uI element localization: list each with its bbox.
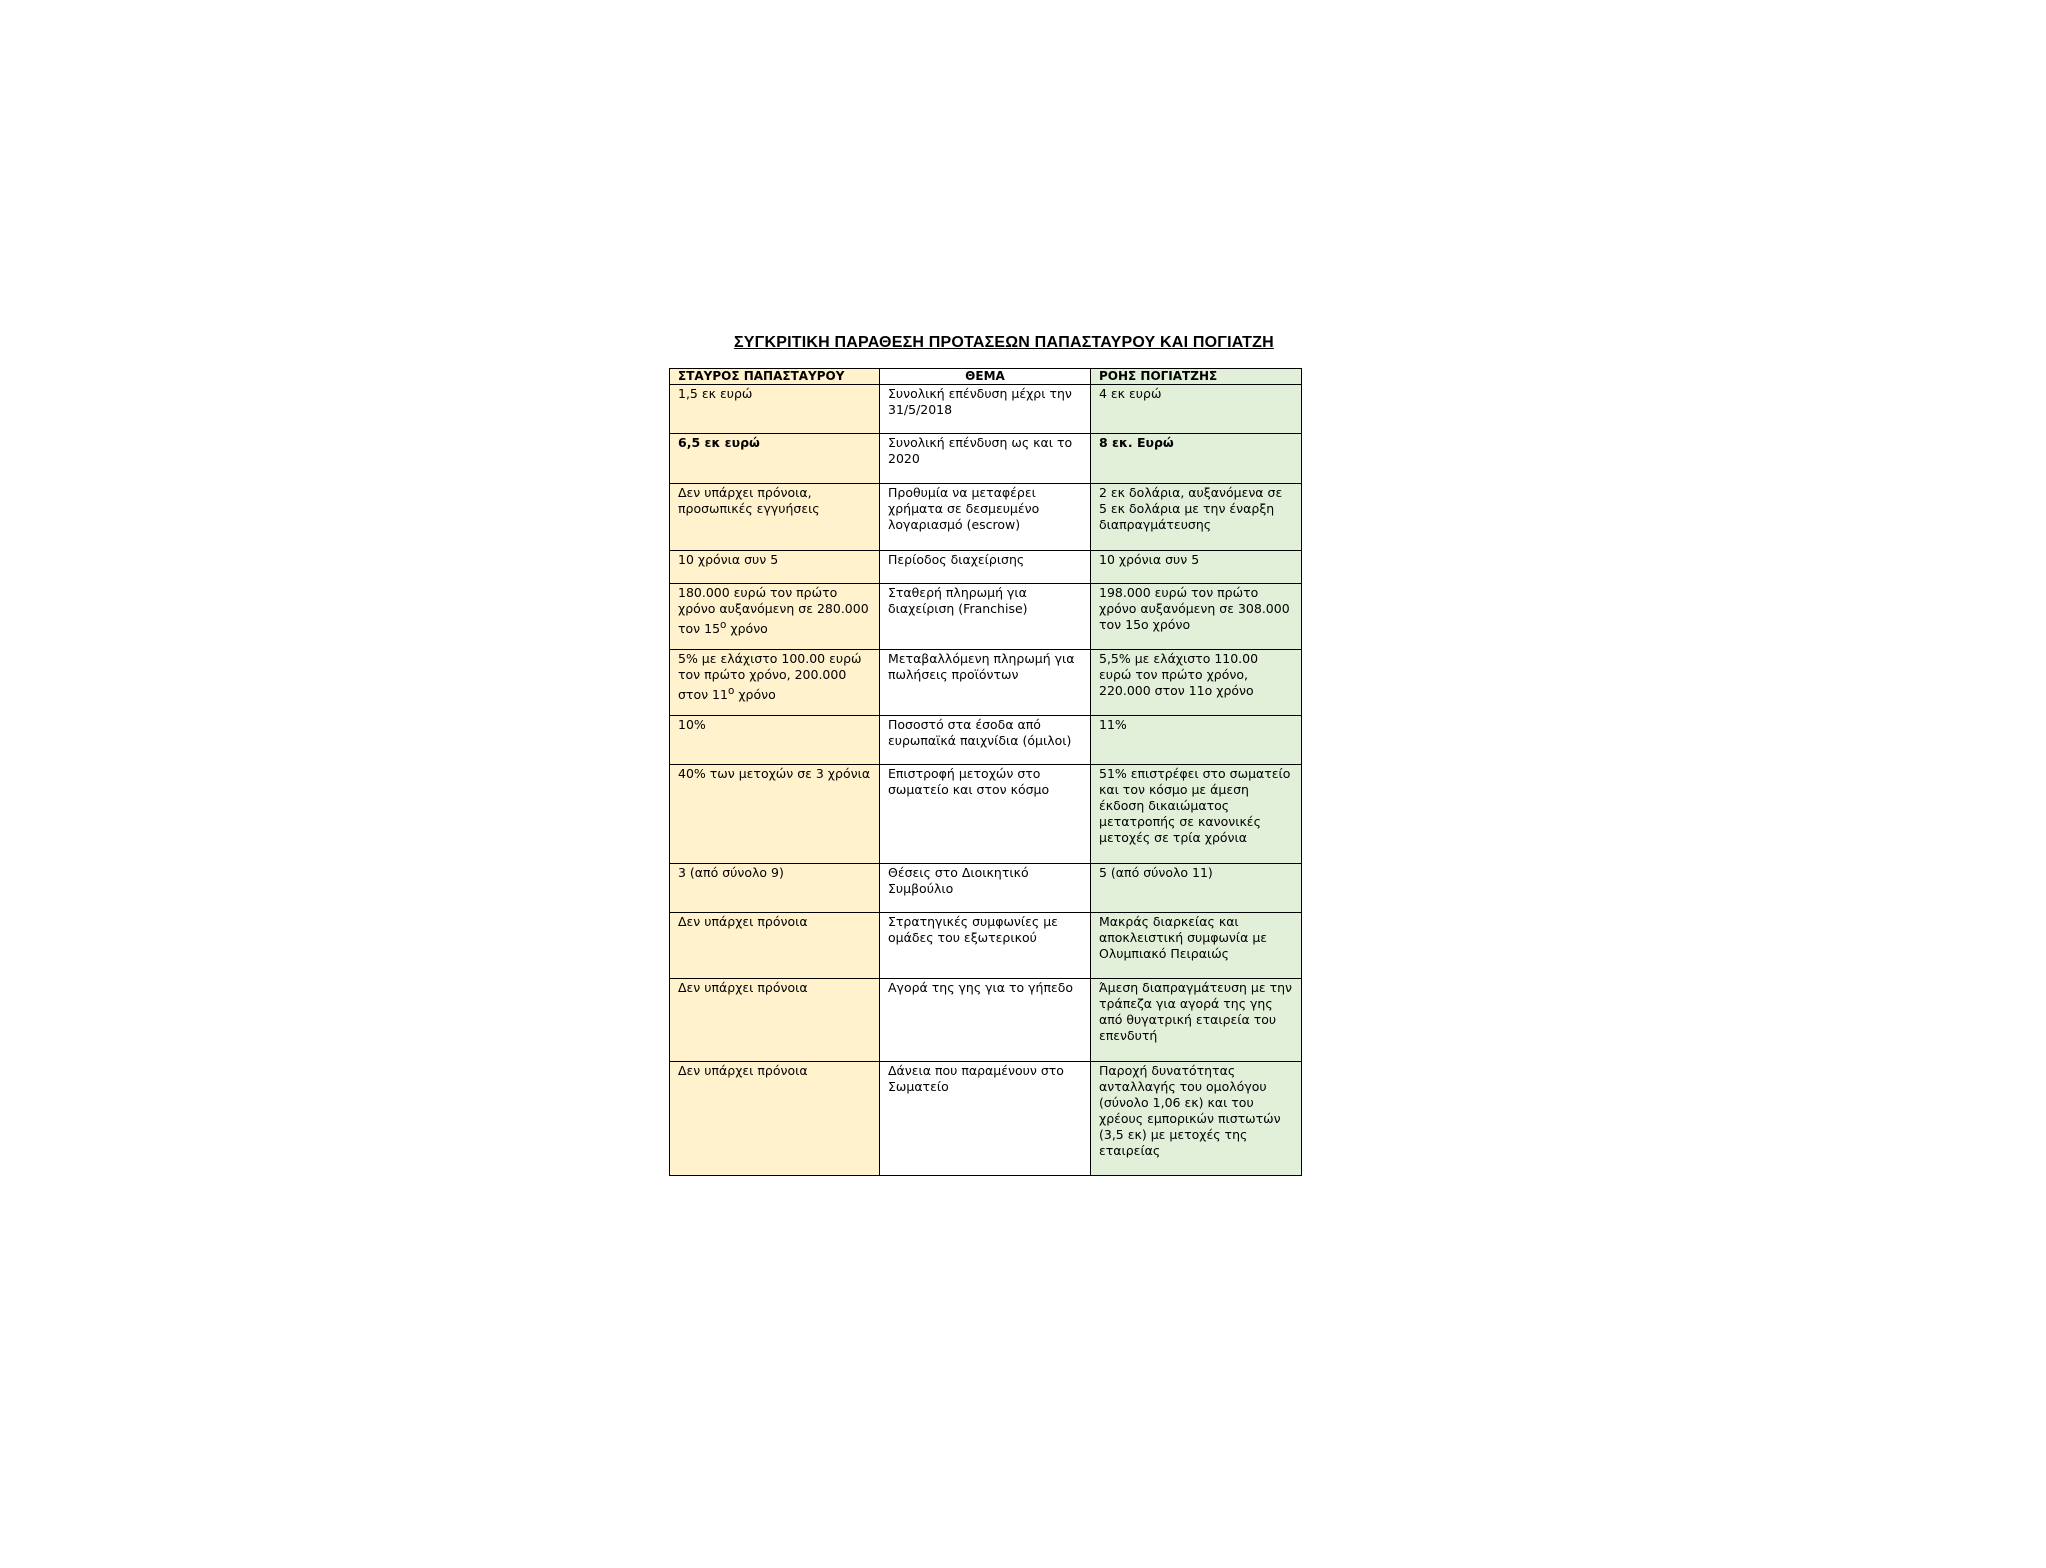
header-pogiatzis: ΡΟΗΣ ΠΟΓΙΑΤΖΗΣ: [1091, 369, 1302, 385]
cell-papastavrou: Δεν υπάρχει πρόνοια: [670, 979, 880, 1062]
cell-papastavrou: Δεν υπάρχει πρόνοια, προσωπικές εγγυήσεις: [670, 484, 880, 551]
cell-topic: Ποσοστό στα έσοδα από ευρωπαϊκά παιχνίδια (όμιλοι): [880, 716, 1091, 765]
cell-papastavrou: 1,5 εκ ευρώ: [670, 385, 880, 434]
cell-topic: Συνολική επένδυση ως και το 2020: [880, 434, 1091, 484]
table-row: [670, 765, 1302, 864]
cell-topic: Στρατηγικές συμφωνίες με ομάδες του εξωτερικού: [880, 913, 1091, 979]
cell-pogiatzis: 4 εκ ευρώ: [1091, 385, 1302, 434]
table-row: [670, 434, 1302, 484]
table-row: [670, 864, 1302, 913]
table-row: [670, 385, 1302, 434]
table-row: [670, 584, 1302, 650]
cell-topic: Μεταβαλλόμενη πληρωμή για πωλήσεις προϊόντων: [880, 650, 1091, 716]
cell-pogiatzis: Άμεση διαπραγμάτευση με την τράπεζα για αγορά της γης από θυγατρική εταιρεία του επενδυτή: [1091, 979, 1302, 1062]
table-row: [670, 979, 1302, 1062]
cell-topic: Αγορά της γης για το γήπεδο: [880, 979, 1091, 1062]
cell-topic: Σταθερή πληρωμή για διαχείριση (Franchise): [880, 584, 1091, 650]
cell-papastavrou: 6,5 εκ ευρώ: [670, 434, 880, 484]
header-topic: ΘΕΜΑ: [880, 369, 1091, 385]
cell-topic: Συνολική επένδυση μέχρι την 31/5/2018: [880, 385, 1091, 434]
table-row: [670, 716, 1302, 765]
cell-pogiatzis: 2 εκ δολάρια, αυξανόμενα σε 5 εκ δολάρια με την έναρξη διαπραγμάτευσης: [1091, 484, 1302, 551]
cell-papastavrou: Δεν υπάρχει πρόνοια: [670, 1062, 880, 1176]
cell-pogiatzis: Παροχή δυνατότητας ανταλλαγής του ομολόγου (σύνολο 1,06 εκ) και του χρέους εμπορικών πιστωτών (3,5 εκ) με μετοχές της εταιρείας: [1091, 1062, 1302, 1176]
table-row: [670, 551, 1302, 584]
cell-pogiatzis: 10 χρόνια συν 5: [1091, 551, 1302, 584]
table-header-row: [670, 369, 1302, 385]
table-row: [670, 1062, 1302, 1176]
cell-papastavrou: 3 (από σύνολο 9): [670, 864, 880, 913]
cell-pogiatzis: Μακράς διαρκείας και αποκλειστική συμφωνία με Ολυμπιακό Πειραιώς: [1091, 913, 1302, 979]
cell-topic: Περίοδος διαχείρισης: [880, 551, 1091, 584]
comparison-table: [669, 368, 1302, 1176]
document-title: ΣΥΓΚΡΙΤΙΚΗ ΠΑΡΑΘΕΣΗ ΠΡΟΤΑΣΕΩΝ ΠΑΠΑΣΤΑΥΡΟΥ ΚΑΙ ΠΟΓΙΑΤΖΗ: [734, 334, 1274, 351]
table-row: [670, 913, 1302, 979]
cell-topic: Δάνεια που παραμένουν στο Σωματείο: [880, 1062, 1091, 1176]
cell-text: χρόνο: [734, 687, 776, 703]
cell-pogiatzis: 5,5% με ελάχιστο 110.00 ευρώ τον πρώτο χρόνο, 220.000 στον 11ο χρόνο: [1091, 650, 1302, 716]
cell-pogiatzis: 11%: [1091, 716, 1302, 765]
cell-topic: Θέσεις στο Διοικητικό Συμβούλιο: [880, 864, 1091, 913]
cell-topic: Προθυμία να μεταφέρει χρήματα σε δεσμευμένο λογαριασμό (escrow): [880, 484, 1091, 551]
ordinal-superscript: ο: [727, 685, 735, 697]
cell-text: χρόνο: [726, 621, 768, 637]
cell-papastavrou: 10%: [670, 716, 880, 765]
ordinal-superscript: ο: [720, 619, 727, 631]
cell-papastavrou: [670, 584, 880, 650]
cell-pogiatzis: 8 εκ. Ευρώ: [1091, 434, 1302, 484]
cell-papastavrou: 10 χρόνια συν 5: [670, 551, 880, 584]
cell-text: 5% με ελάχιστο 100.00 ευρώ τον πρώτο χρόνο, 200.000 στον 11: [678, 651, 862, 703]
cell-papastavrou: Δεν υπάρχει πρόνοια: [670, 913, 880, 979]
cell-papastavrou: [670, 650, 880, 716]
table-row: [670, 650, 1302, 716]
cell-pogiatzis: 5 (από σύνολο 11): [1091, 864, 1302, 913]
header-papastavrou: ΣΤΑΥΡΟΣ ΠΑΠΑΣΤΑΥΡΟΥ: [670, 369, 880, 385]
cell-topic: Επιστροφή μετοχών στο σωματείο και στον κόσμο: [880, 765, 1091, 864]
table-row: [670, 484, 1302, 551]
cell-pogiatzis: 198.000 ευρώ τον πρώτο χρόνο αυξανόμενη σε 308.000 τον 15ο χρόνο: [1091, 584, 1302, 650]
cell-pogiatzis: 51% επιστρέφει στο σωματείο και τον κόσμο με άμεση έκδοση δικαιώματος μετατροπής σε κανονικές μετοχές σε τρία χρόνια: [1091, 765, 1302, 864]
cell-text: 180.000 ευρώ τον πρώτο χρόνο αυξανόμενη σε 280.000 τον 15: [678, 585, 869, 637]
cell-papastavrou: 40% των μετοχών σε 3 χρόνια: [670, 765, 880, 864]
